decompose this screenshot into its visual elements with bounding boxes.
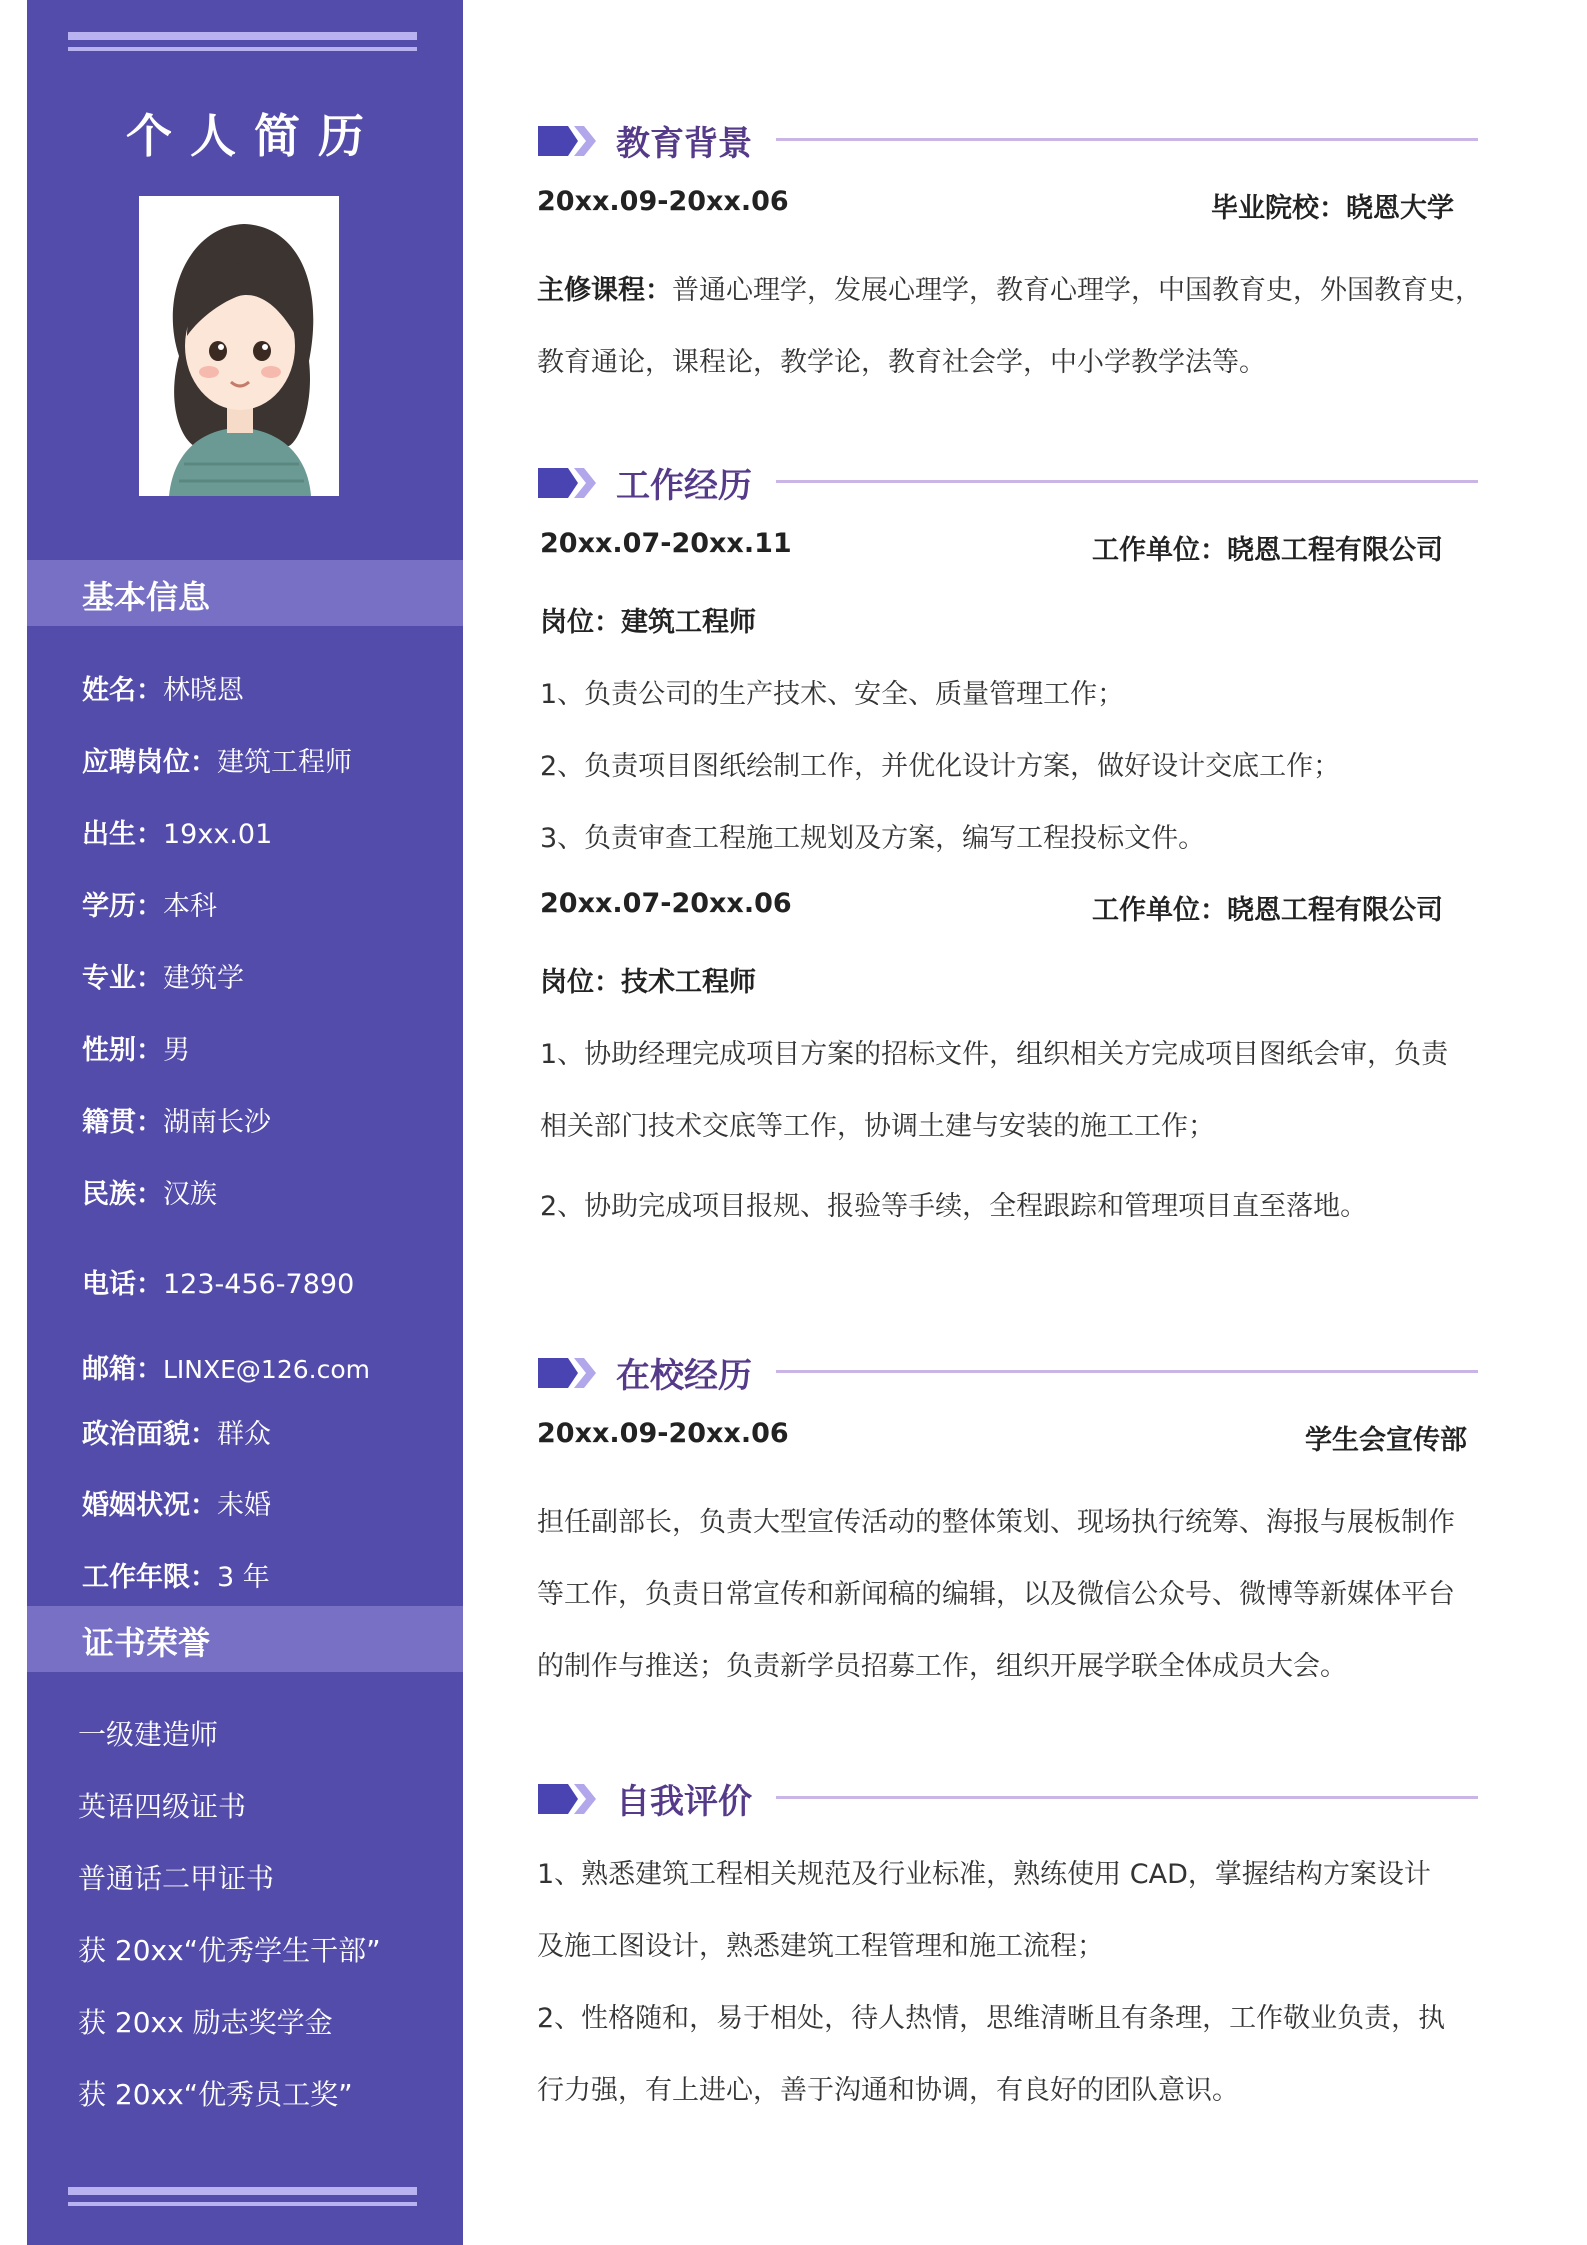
self-line: 1、熟悉建筑工程相关规范及行业标准，熟练使用 CAD，掌握结构方案设计 (537, 1859, 1431, 1890)
campus-line: 的制作与推送；负责新学员招募工作，组织开展学联全体成员大会。 (537, 1651, 1347, 1682)
info-birth: 出生：19xx.01 (82, 819, 273, 850)
info-major: 专业：建筑学 (82, 963, 244, 994)
self-line: 2、性格随和，易于相处，待人热情，思维清晰且有条理，工作敬业负责，执 (537, 2003, 1446, 2034)
job2-period: 20xx.07-20xx.06 (540, 888, 792, 919)
info-phone: 电话：123-456-7890 (82, 1269, 355, 1300)
job1-period: 20xx.07-20xx.11 (540, 528, 792, 559)
cert-item: 获 20xx“优秀学生干部” (78, 1934, 381, 1967)
chevron-icon (538, 1356, 598, 1390)
cert-item: 获 20xx 励志奖学金 (78, 2006, 333, 2039)
section-title: 工作经历 (616, 466, 752, 506)
section-title: 自我评价 (616, 1782, 752, 1822)
info-political: 政治面貌：群众 (82, 1419, 271, 1450)
cert-item: 一级建造师 (78, 1718, 219, 1751)
section-self (538, 1774, 1478, 1824)
campus-period: 20xx.09-20xx.06 (537, 1418, 789, 1449)
info-email: 邮箱：LINXE@126.com (82, 1354, 370, 1385)
info-marital: 婚姻状况：未婚 (82, 1490, 271, 1521)
self-line: 及施工图设计，熟悉建筑工程管理和施工流程； (537, 1931, 1104, 1962)
cert-item: 获 20xx“优秀员工奖” (78, 2078, 353, 2111)
section-title: 在校经历 (616, 1356, 752, 1396)
campus-org: 学生会宣传部 (1305, 1425, 1467, 1456)
self-line: 行力强，有上进心，善于沟通和协调，有良好的团队意识。 (537, 2075, 1239, 2106)
edu-courses-2: 教育通论，课程论，教学论，教育社会学，中小学教学法等。 (537, 347, 1266, 378)
info-ethnicity: 民族：汉族 (82, 1179, 217, 1210)
campus-line: 担任副部长，负责大型宣传活动的整体策划、现场执行统筹、海报与展板制作 (537, 1507, 1455, 1538)
chevron-icon (538, 466, 598, 500)
info-hometown: 籍贯：湖南长沙 (82, 1107, 271, 1138)
certs-heading: 证书荣誉 (82, 1624, 211, 1662)
info-position: 应聘岗位：建筑工程师 (82, 747, 352, 778)
basic-info-heading: 基本信息 (82, 578, 211, 616)
job2-position: 岗位：技术工程师 (540, 967, 756, 998)
job1-line: 3、负责审查工程施工规划及方案，编写工程投标文件。 (540, 823, 1206, 854)
job2-company: 工作单位：晓恩工程有限公司 (1092, 895, 1443, 926)
campus-line: 等工作，负责日常宣传和新闻稿的编辑，以及微信公众号、微博等新媒体平台 (537, 1579, 1455, 1610)
job2-line: 2、协助完成项目报规、报验等手续，全程跟踪和管理项目直至落地。 (540, 1191, 1368, 1222)
info-education: 学历：本科 (82, 891, 217, 922)
section-education (538, 116, 1478, 166)
job1-line: 1、负责公司的生产技术、安全、质量管理工作； (540, 679, 1125, 710)
info-years: 工作年限：3 年 (82, 1562, 270, 1593)
cert-item: 普通话二甲证书 (78, 1862, 275, 1895)
chevron-icon (538, 124, 598, 158)
job1-line: 2、负责项目图纸绘制工作，并优化设计方案，做好设计交底工作； (540, 751, 1341, 782)
section-campus (538, 1348, 1478, 1398)
edu-period: 20xx.09-20xx.06 (537, 186, 789, 217)
job2-line: 相关部门技术交底等工作，协调土建与安装的施工工作； (540, 1111, 1215, 1142)
section-work (538, 458, 1478, 508)
cert-item: 英语四级证书 (78, 1790, 247, 1823)
info-gender: 性别：男 (82, 1035, 190, 1066)
edu-school: 毕业院校：晓恩大学 (1211, 193, 1454, 224)
edu-courses: 主修课程：普通心理学，发展心理学，教育心理学，中国教育史，外国教育史， (537, 275, 1482, 306)
job1-position: 岗位：建筑工程师 (540, 607, 756, 638)
section-title: 教育背景 (616, 124, 752, 164)
job1-company: 工作单位：晓恩工程有限公司 (1092, 535, 1443, 566)
chevron-icon (538, 1782, 598, 1816)
info-name: 姓名：林晓恩 (82, 675, 244, 706)
job2-line: 1、协助经理完成项目方案的招标文件，组织相关方完成项目图纸会审，负责 (540, 1039, 1449, 1070)
resume-title: 个人简历 (126, 109, 382, 163)
